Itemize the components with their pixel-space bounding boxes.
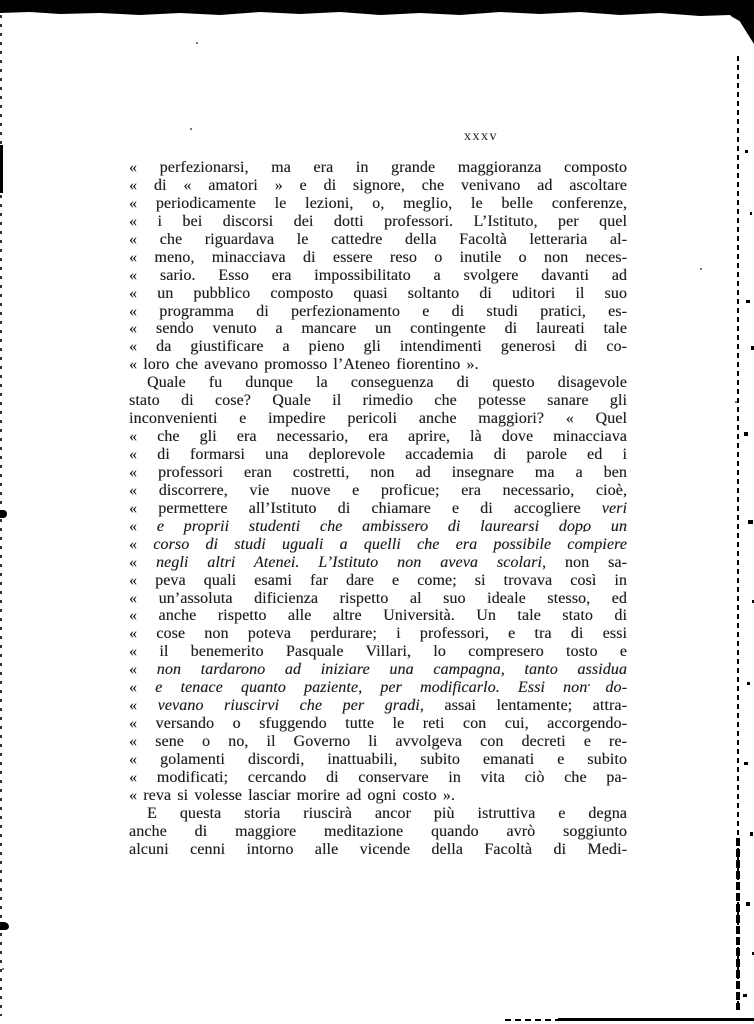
scan-left-blob <box>0 510 7 518</box>
text-line: « di formarsi una deplorevole accademia di parole ed i <box>129 446 627 463</box>
text-line: « un pubblico composto quasi soltanto di uditori il suo <box>129 284 627 302</box>
scan-noise-speck <box>748 520 753 524</box>
text-line: Quale fu dunque la conseguenza di questo disagevole <box>147 374 627 392</box>
scan-noise-speck <box>190 128 192 130</box>
text-line: « da giustificare a pieno gli intendimenti generosi di co- <box>129 338 627 356</box>
text-line: « professori eran costretti, non ad insegnare ma a ben <box>129 463 627 481</box>
scan-noise-speck <box>744 432 748 436</box>
scan-noise-speck <box>743 994 747 997</box>
text-line: inconvenienti e impedire pericoli anche maggiori? « Quel <box>129 410 627 428</box>
scan-left-edge-mark <box>0 145 3 193</box>
text-line: « peva quali esami far dare e come; si trovava così in <box>129 571 627 589</box>
scan-top-edge <box>0 0 754 20</box>
scan-noise-speck <box>745 150 748 153</box>
text-line: « meno, minacciava di essere reso o inutile o non neces- <box>129 248 627 266</box>
scan-left-blob <box>0 922 9 930</box>
scan-noise-speck <box>196 42 198 44</box>
text-line: « sario. Esso era impossibilitato a svolgere davanti ad <box>129 266 627 284</box>
text-line: « golamenti discordi, inattuabili, subito emanati e subito <box>129 750 627 768</box>
text-line: E questa storia riuscirà ancor più istruttiva e degna <box>147 804 627 822</box>
text-line: « periodicamente le lezioni, o, meglio, le belle conferenze, <box>129 194 627 212</box>
scan-noise-speck <box>750 212 752 215</box>
scan-top-right-corner <box>728 0 754 44</box>
text-line: « corso di studi uguali a quelli che era possibile compiere <box>129 535 627 553</box>
text-line: « anche rispetto alle altre Università. Un tale stato di <box>129 607 627 625</box>
scan-right-edge-line <box>736 838 740 1010</box>
page-number: xxxv <box>464 129 498 144</box>
text-line: « un’assoluta dificienza rispetto al suo ideale stesso, ed <box>129 589 627 607</box>
text-line: « vevano riuscirvi che per gradi, assai lentamente; attra- <box>129 697 628 715</box>
scan-noise-speck <box>2 968 4 970</box>
scan-noise-speck <box>700 268 702 270</box>
text-line: stato di cose? Quale il rimedio che potesse sanare gli <box>129 392 627 410</box>
text-line: « sendo venuto a mancare un contingente di laureati tale <box>129 320 627 338</box>
scan-noise-speck <box>735 401 737 403</box>
scan-noise-speck <box>750 832 753 836</box>
text-block <box>129 159 627 859</box>
text-line: « loro che avevano promosso l’Ateneo fiorentino ». <box>129 356 479 374</box>
text-line: « discorrere, vie nuove e proficue; era necessario, cioè, <box>129 481 627 499</box>
scan-noise-speck <box>747 682 750 685</box>
text-line: anche di maggiore meditazione quando avrò soggiunto <box>129 822 627 840</box>
text-line: alcuni cenni intorno alle vicende della Facoltà di Medi- <box>129 840 627 858</box>
scan-bottom-edge <box>558 1018 754 1021</box>
text-line: « di « amatori » e di signore, che venivano ad ascoltare <box>129 176 627 194</box>
text-line: « che gli era necessario, era aprire, là dove minacciava <box>129 428 627 446</box>
text-line: « modificati; cercando di conservare in vita ciò che pa- <box>129 768 627 786</box>
text-line: « perfezionarsi, ma era in grande maggioranza composto <box>129 159 627 176</box>
text-line: « cose non poteva perdurare; i professori, e tra di essi <box>129 625 627 643</box>
text-line: « permettere all’Istituto di chiamare e di accogliere veri <box>129 499 627 517</box>
text-line: « i bei discorsi dei dotti professori. L’Istituto, per quel <box>129 212 627 230</box>
text-line: « e proprii studenti che ambissero di laurearsi dopo un <box>129 517 627 535</box>
text-line: « che riguardava le cattedre della Facoltà letteraria al- <box>129 230 627 248</box>
text-line: « versando o sfuggendo tutte le reti con cui, accorgendo- <box>129 715 627 733</box>
text-line: « e tenace quanto paziente, per modificarlo. Essi non do- <box>129 679 628 697</box>
scan-noise-speck <box>746 300 750 303</box>
scan-noise-speck <box>744 762 748 765</box>
text-line: « non tardarono ad iniziare una campagna, tanto assidua <box>129 661 627 679</box>
scan-bottom-edge <box>505 1019 560 1021</box>
text-line: « il benemerito Pasquale Villari, lo compresero tosto e <box>129 643 627 661</box>
scan-noise-speck <box>746 902 750 906</box>
text-line: « sene o no, il Governo li avvolgeva con decreti e re- <box>129 733 627 750</box>
text-line: « reva si volesse lasciar morire ad ogni costo ». <box>129 786 455 804</box>
text-line: « programma di perfezionamento e di studi pratici, es- <box>129 302 627 320</box>
text-line: « negli altri Atenei. L’Istituto non aveva scolari, non sa- <box>129 553 627 571</box>
